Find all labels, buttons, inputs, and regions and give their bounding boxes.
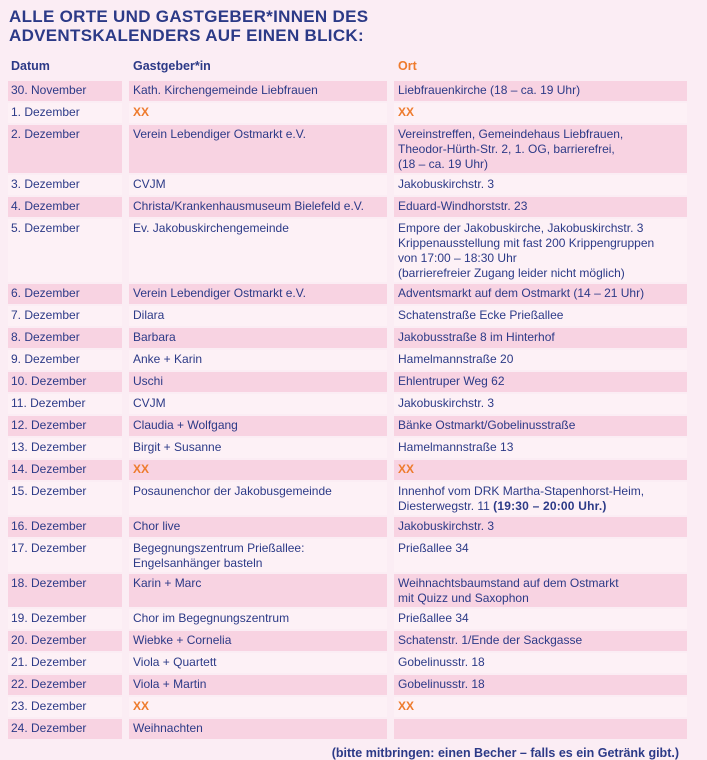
gastgeber-cell-row-12: [129, 394, 387, 414]
gastgeber-text: [133, 221, 383, 236]
datum-text: [11, 330, 118, 345]
cell-text-segment: Jakobusstraße 8 im Hinterhof: [398, 330, 555, 344]
datum-text: [11, 199, 118, 214]
cell-text-segment: Uschi: [133, 374, 164, 388]
page-title: [9, 7, 707, 45]
cell-text-segment: 9. Dezember: [11, 352, 80, 366]
datum-cell-row-13: [8, 416, 122, 436]
ort-text: [398, 396, 683, 411]
ort-text: [398, 286, 683, 301]
gastgeber-cell-row-1: [129, 81, 387, 101]
column-header-ort: Ort: [398, 59, 417, 73]
gastgeber-cell-row-18: [129, 539, 387, 572]
ort-cell-row-15: [394, 460, 687, 480]
ort-cell-row-17: [394, 517, 687, 537]
cell-text-segment: Gobelinusstr. 18: [398, 655, 485, 669]
ort-text: [398, 576, 683, 591]
gastgeber-text: [133, 576, 383, 591]
datum-text: [11, 677, 118, 692]
cell-text-segment: 11. Dezember: [11, 396, 86, 410]
cell-text-segment: von 17:00 – 18:30 Uhr: [398, 251, 517, 265]
datum-cell-row-16: [8, 482, 122, 515]
gastgeber-text: [133, 199, 383, 214]
gastgeber-cell-row-15: [129, 460, 387, 480]
cell-text-segment: Barbara: [133, 330, 176, 344]
ort-cell-row-20: [394, 609, 687, 629]
ort-text: [398, 308, 683, 323]
datum-text: [11, 484, 118, 499]
cell-text-segment: Hamelmannstraße 13: [398, 440, 514, 454]
ort-cell-row-5: [394, 197, 687, 217]
cell-text-segment: Engelsanhänger basteln: [133, 556, 263, 570]
cell-text-segment: 18. Dezember: [11, 576, 87, 590]
ort-cell-row-22: [394, 653, 687, 673]
placeholder-xx: XX: [398, 699, 415, 713]
datum-text: [11, 699, 118, 714]
advent-calendar-table: [8, 56, 687, 739]
cell-text-segment: (19:30 – 20:00 Uhr.): [493, 499, 607, 513]
cell-text-segment: Verein Lebendiger Ostmarkt e.V.: [133, 127, 306, 141]
cell-text-segment: 22. Dezember: [11, 677, 87, 691]
gastgeber-text: [133, 83, 383, 98]
gastgeber-cell-row-8: [129, 306, 387, 326]
datum-text: [11, 286, 118, 301]
ort-cell-row-18: [394, 539, 687, 572]
ort-cell-row-11: [394, 372, 687, 392]
gastgeber-text: [133, 633, 383, 648]
ort-cell-row-12: [394, 394, 687, 414]
ort-text: [398, 499, 683, 514]
gastgeber-cell-row-19: [129, 574, 387, 607]
cell-text-segment: CVJM: [133, 177, 166, 191]
ort-cell-row-19: [394, 574, 687, 607]
datum-cell-row-6: [8, 219, 122, 282]
datum-text: [11, 633, 118, 648]
ort-text: [398, 330, 683, 345]
ort-text: [398, 699, 683, 714]
cell-text-segment: Wiebke + Cornelia: [133, 633, 232, 647]
gastgeber-text: [133, 352, 383, 367]
datum-cell-row-5: [8, 197, 122, 217]
ort-text: [398, 633, 683, 648]
datum-text: [11, 418, 118, 433]
ort-text: [398, 677, 683, 692]
cell-text-segment: Prießallee 34: [398, 611, 469, 625]
datum-text: [11, 127, 118, 142]
gastgeber-text: [133, 177, 383, 192]
cell-text-segment: Eduard-Windhorststr. 23: [398, 199, 528, 213]
gastgeber-text: [133, 462, 383, 477]
ort-cell-row-23: [394, 675, 687, 695]
cell-text-segment: Innenhof vom DRK Martha-Stapenhorst-Heim,: [398, 484, 645, 498]
cell-text-segment: Empore der Jakobuskirche, Jakobuskirchstr. 3: [398, 221, 644, 235]
datum-cell-row-10: [8, 350, 122, 370]
cell-text-segment: 4. Dezember: [11, 199, 80, 213]
datum-cell-row-19: [8, 574, 122, 607]
cell-text-segment: Karin + Marc: [133, 576, 202, 590]
cell-text-segment: Adventsmarkt auf dem Ostmarkt (14 – 21 Uhr): [398, 286, 645, 300]
datum-cell-row-8: [8, 306, 122, 326]
ort-cell-row-10: [394, 350, 687, 370]
gastgeber-text: [133, 308, 383, 323]
datum-cell-row-11: [8, 372, 122, 392]
page-title-line1: ALLE ORTE UND GASTGEBER*INNEN DES: [9, 7, 369, 26]
gastgeber-text: [133, 519, 383, 534]
cell-text-segment: Kath. Kirchengemeinde Liebfrauen: [133, 83, 318, 97]
ort-cell-row-24: [394, 697, 687, 717]
datum-cell-row-1: [8, 81, 122, 101]
gastgeber-text: [133, 127, 383, 142]
gastgeber-cell-row-6: [129, 219, 387, 282]
cell-text-segment: 2. Dezember: [11, 127, 80, 141]
ort-cell-row-14: [394, 438, 687, 458]
ort-cell-row-16: [394, 482, 687, 515]
gastgeber-cell-row-14: [129, 438, 387, 458]
datum-text: [11, 308, 118, 323]
cell-text-segment: CVJM: [133, 396, 166, 410]
cell-text-segment: (18 – ca. 19 Uhr): [398, 157, 489, 171]
ort-cell-row-6: [394, 219, 687, 282]
cell-text-segment: 21. Dezember: [11, 655, 87, 669]
gastgeber-text: [133, 721, 383, 736]
cell-text-segment: 12. Dezember: [11, 418, 87, 432]
cell-text-segment: 14. Dezember: [11, 462, 87, 476]
gastgeber-cell-row-5: [129, 197, 387, 217]
ort-cell-row-8: [394, 306, 687, 326]
cell-text-segment: Schatenstr. 1/Ende der Sackgasse: [398, 633, 583, 647]
cell-text-segment: 23. Dezember: [11, 699, 87, 713]
cell-text-segment: Jakobuskirchstr. 3: [398, 519, 495, 533]
cell-text-segment: Chor live: [133, 519, 181, 533]
datum-cell-row-4: [8, 175, 122, 195]
cell-text-segment: Diesterwegstr. 11: [398, 499, 494, 513]
cell-text-segment: 8. Dezember: [11, 330, 80, 344]
datum-text: [11, 611, 118, 626]
cell-text-segment: Theodor-Hürth-Str. 2, 1. OG, barrierefrei,: [398, 142, 615, 156]
ort-text: [398, 236, 683, 251]
datum-cell-row-23: [8, 675, 122, 695]
cell-text-segment: Prießallee 34: [398, 541, 469, 555]
ort-text: [398, 611, 683, 626]
gastgeber-text: [133, 541, 383, 556]
datum-text: [11, 105, 118, 120]
datum-text: [11, 721, 118, 736]
cell-text-segment: 17. Dezember: [11, 541, 87, 555]
cell-text-segment: 20. Dezember: [11, 633, 87, 647]
gastgeber-text: [133, 330, 383, 345]
ort-text: [398, 127, 683, 142]
gastgeber-text: [133, 418, 383, 433]
ort-cell-row-25: [394, 719, 687, 739]
cell-text-segment: 6. Dezember: [11, 286, 80, 300]
ort-text: [398, 177, 683, 192]
cell-text-segment: 19. Dezember: [11, 611, 87, 625]
gastgeber-text: [133, 105, 383, 120]
datum-text: [11, 576, 118, 591]
cell-text-segment: Krippenausstellung mit fast 200 Krippengruppen: [398, 236, 655, 250]
cell-text-segment: Christa/Krankenhausmuseum Bielefeld e.V.: [133, 199, 365, 213]
cell-text-segment: (barrierefreier Zugang leider nicht möglich): [398, 266, 625, 280]
datum-text: [11, 440, 118, 455]
column-header-gastgeber: Gastgeber*in: [133, 59, 211, 73]
gastgeber-text: [133, 374, 383, 389]
ort-cell-row-2: [394, 103, 687, 123]
datum-cell-row-18: [8, 539, 122, 572]
gastgeber-cell-row-16: [129, 482, 387, 515]
cell-text-segment: 15. Dezember: [11, 484, 87, 498]
gastgeber-cell-row-11: [129, 372, 387, 392]
gastgeber-cell-row-3: [129, 125, 387, 173]
cell-text-segment: Hamelmannstraße 20: [398, 352, 514, 366]
column-header-datum: Datum: [11, 59, 50, 73]
cell-text-segment: 30. November: [11, 83, 87, 97]
ort-text: [398, 655, 683, 670]
gastgeber-cell-row-7: [129, 284, 387, 304]
datum-cell-row-15: [8, 460, 122, 480]
datum-cell-row-7: [8, 284, 122, 304]
cell-text-segment: Claudia + Wolfgang: [133, 418, 238, 432]
ort-cell-row-21: [394, 631, 687, 651]
datum-text: [11, 352, 118, 367]
placeholder-xx: XX: [398, 105, 415, 119]
cell-text-segment: Ehlentruper Weg 62: [398, 374, 505, 388]
cell-text-segment: Begegnungszentrum Prießallee:: [133, 541, 305, 555]
gastgeber-cell-row-4: [129, 175, 387, 195]
datum-text: [11, 177, 118, 192]
cell-text-segment: 16. Dezember: [11, 519, 87, 533]
datum-cell-row-2: [8, 103, 122, 123]
cell-text-segment: Dilara: [133, 308, 165, 322]
cell-text-segment: Viola + Martin: [133, 677, 207, 691]
gastgeber-text: [133, 611, 383, 626]
gastgeber-text: [133, 440, 383, 455]
gastgeber-text: [133, 699, 383, 714]
ort-text: [398, 418, 683, 433]
cell-text-segment: 1. Dezember: [11, 105, 80, 119]
gastgeber-text: [133, 396, 383, 411]
ort-text: [398, 142, 683, 157]
footer-note: (bitte mitbringen: einen Becher – falls es ein Getränk gibt.): [331, 746, 679, 760]
cell-text-segment: 24. Dezember: [11, 721, 87, 735]
ort-text: [398, 374, 683, 389]
cell-text-segment: 3. Dezember: [11, 177, 80, 191]
datum-text: [11, 221, 118, 236]
datum-cell-row-24: [8, 697, 122, 717]
page-title-line2: ADVENTSKALENDERS AUF EINEN BLICK:: [9, 26, 364, 45]
ort-text: [398, 352, 683, 367]
datum-cell-row-3: [8, 125, 122, 173]
datum-text: [11, 83, 118, 98]
datum-text: [11, 374, 118, 389]
datum-cell-row-9: [8, 328, 122, 348]
cell-text-segment: 13. Dezember: [11, 440, 87, 454]
cell-text-segment: Liebfrauenkirche (18 – ca. 19 Uhr): [398, 83, 581, 97]
gastgeber-cell-row-25: [129, 719, 387, 739]
gastgeber-text: [133, 556, 383, 571]
ort-text: [398, 591, 683, 606]
ort-text: [398, 83, 683, 98]
gastgeber-cell-row-17: [129, 517, 387, 537]
datum-text: [11, 655, 118, 670]
cell-text-segment: Jakobuskirchstr. 3: [398, 396, 495, 410]
ort-text: [398, 541, 683, 556]
cell-text-segment: Schatenstraße Ecke Prießallee: [398, 308, 564, 322]
gastgeber-cell-row-10: [129, 350, 387, 370]
gastgeber-text: [133, 677, 383, 692]
cell-text-segment: Chor im Begegnungszentrum: [133, 611, 290, 625]
cell-text-segment: Bänke Ostmarkt/Gobelinusstraße: [398, 418, 576, 432]
cell-text-segment: Birgit + Susanne: [133, 440, 222, 454]
gastgeber-cell-row-20: [129, 609, 387, 629]
cell-text-segment: Ev. Jakobuskirchengemeinde: [133, 221, 289, 235]
gastgeber-cell-row-22: [129, 653, 387, 673]
gastgeber-cell-row-9: [129, 328, 387, 348]
datum-cell-row-14: [8, 438, 122, 458]
datum-cell-row-21: [8, 631, 122, 651]
gastgeber-cell-row-21: [129, 631, 387, 651]
placeholder-xx: XX: [133, 462, 150, 476]
gastgeber-cell-row-13: [129, 416, 387, 436]
ort-text: [398, 462, 683, 477]
cell-text-segment: Weihnachtsbaumstand auf dem Ostmarkt: [398, 576, 619, 590]
ort-text: [398, 440, 683, 455]
ort-text: [398, 266, 683, 281]
ort-cell-row-3: [394, 125, 687, 173]
cell-text-segment: 5. Dezember: [11, 221, 80, 235]
placeholder-xx: XX: [133, 699, 150, 713]
cell-text-segment: Verein Lebendiger Ostmarkt e.V.: [133, 286, 306, 300]
advent-calendar-page: [0, 7, 707, 760]
ort-text: [398, 157, 683, 172]
ort-cell-row-7: [394, 284, 687, 304]
gastgeber-text: [133, 655, 383, 670]
datum-cell-row-17: [8, 517, 122, 537]
gastgeber-cell-row-24: [129, 697, 387, 717]
cell-text-segment: 7. Dezember: [11, 308, 80, 322]
cell-text-segment: mit Quizz und Saxophon: [398, 591, 529, 605]
gastgeber-cell-row-2: [129, 103, 387, 123]
ort-text: [398, 199, 683, 214]
ort-text: [398, 484, 683, 499]
ort-text: [398, 251, 683, 266]
datum-text: [11, 396, 118, 411]
placeholder-xx: XX: [398, 462, 415, 476]
ort-cell-row-13: [394, 416, 687, 436]
ort-cell-row-4: [394, 175, 687, 195]
datum-text: [11, 541, 118, 556]
cell-text-segment: Vereinstreffen, Gemeindehaus Liebfrauen,: [398, 127, 624, 141]
cell-text-segment: Gobelinusstr. 18: [398, 677, 485, 691]
cell-text-segment: Jakobuskirchstr. 3: [398, 177, 495, 191]
gastgeber-text: [133, 286, 383, 301]
gastgeber-cell-row-23: [129, 675, 387, 695]
datum-cell-row-12: [8, 394, 122, 414]
ort-cell-row-1: [394, 81, 687, 101]
ort-text: [398, 105, 683, 120]
placeholder-xx: XX: [133, 105, 150, 119]
datum-cell-row-25: [8, 719, 122, 739]
ort-cell-row-9: [394, 328, 687, 348]
datum-cell-row-22: [8, 653, 122, 673]
datum-text: [11, 519, 118, 534]
datum-cell-row-20: [8, 609, 122, 629]
cell-text-segment: Anke + Karin: [133, 352, 203, 366]
cell-text-segment: Weihnachten: [133, 721, 203, 735]
cell-text-segment: 10. Dezember: [11, 374, 87, 388]
gastgeber-text: [133, 484, 383, 499]
ort-text: [398, 519, 683, 534]
cell-text-segment: Viola + Quartett: [133, 655, 217, 669]
datum-text: [11, 462, 118, 477]
ort-text: [398, 221, 683, 236]
cell-text-segment: Posaunenchor der Jakobusgemeinde: [133, 484, 332, 498]
